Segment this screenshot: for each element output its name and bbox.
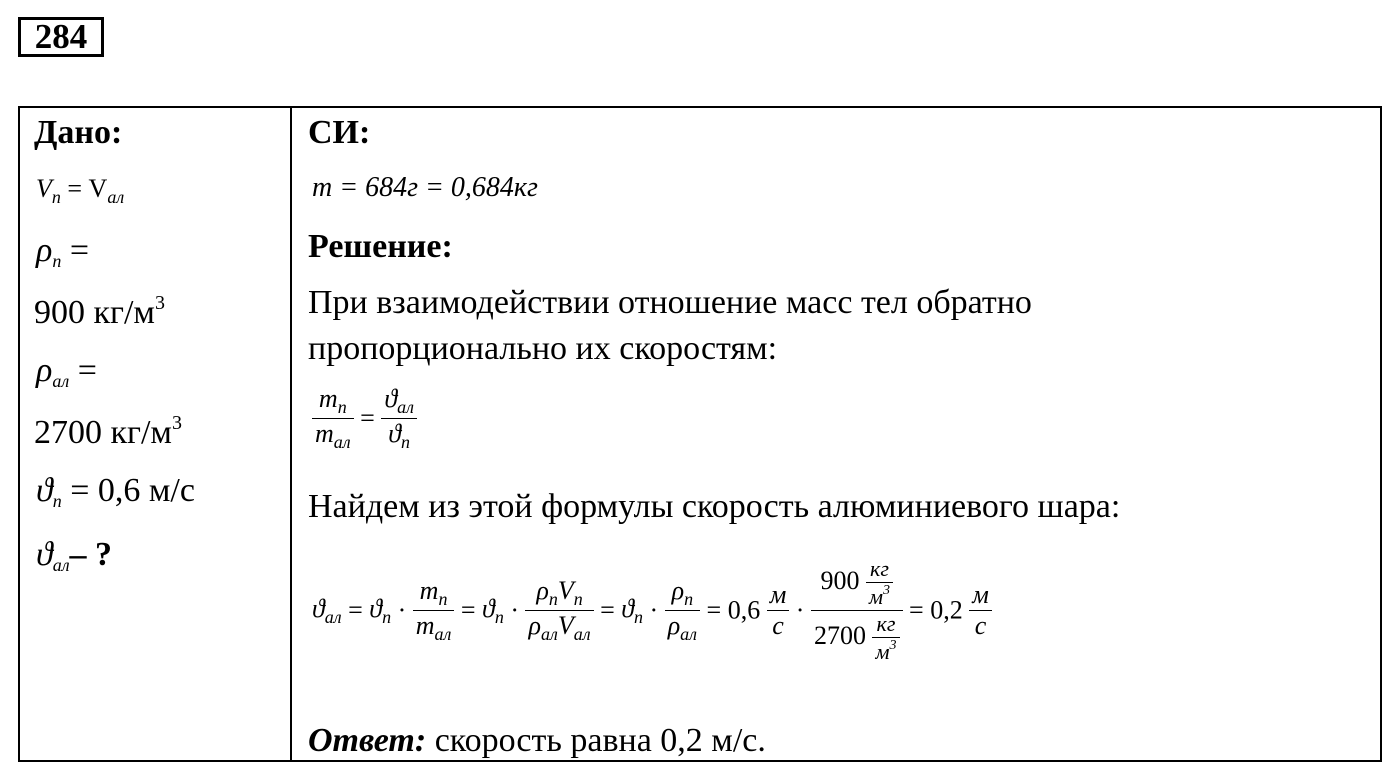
solution-table xyxy=(18,106,1382,762)
given-volume-equality: $V_п = V_{ал}$ xyxy=(36,174,125,207)
given-density-ice-label: $\rho_п$ = xyxy=(36,232,90,271)
solution-text-line-2: пропорционально их скоростям: xyxy=(308,330,778,367)
mass-velocity-ratio: $\frac{m_п}{m_{ал}}$ = $\frac{ϑ_{ал}}{ϑ_п}$ xyxy=(312,384,417,453)
given-column xyxy=(19,107,291,761)
solution-text-find: Найдем из этой формулы скорость алюминиевого шара: xyxy=(308,488,1121,525)
given-unknown: $ϑ_{ал}-$ ? xyxy=(36,536,113,575)
solution-heading: Решение: xyxy=(308,228,453,265)
si-heading: СИ: xyxy=(308,114,371,151)
si-mass-conversion: m = 684г = 0,684кг xyxy=(312,172,538,203)
solution-column xyxy=(291,107,1381,761)
given-density-al-value: 2700 $кг/м^3$ xyxy=(34,412,182,451)
solution-text-line-1: При взаимодействии отношение масс тел обратно xyxy=(308,284,1032,321)
velocity-formula: $ϑ_{ал} = ϑ_п$ · $\frac{m_п}{m_{ал}}$ = $ϑ_п$ · $\frac{\rho_пV_п}{\rho_{ал}V_{ал}}$ = $ϑ_п$ · $\frac{\rho_п}{\rho_{ал}}$ = 0,6 $\frac{м}{с}$ · 900 $\frac{кг}{м^3}$ 2700 $\frac{кг}{м^3}$ = 0,2 $\frac{м}{с}$ xyxy=(312,556,992,665)
problem-number: 284 xyxy=(18,17,104,57)
given-density-al-label: $\rho_{ал}$ = xyxy=(36,352,97,391)
answer-line: Ответ: скорость равна 0,2 м/с. xyxy=(308,722,766,759)
given-heading: Дано: xyxy=(34,114,123,151)
given-velocity-ice: $ϑ_п = 0,6$ м/с xyxy=(36,472,195,511)
given-density-ice-value: 900 $кг/м^3$ xyxy=(34,292,165,331)
